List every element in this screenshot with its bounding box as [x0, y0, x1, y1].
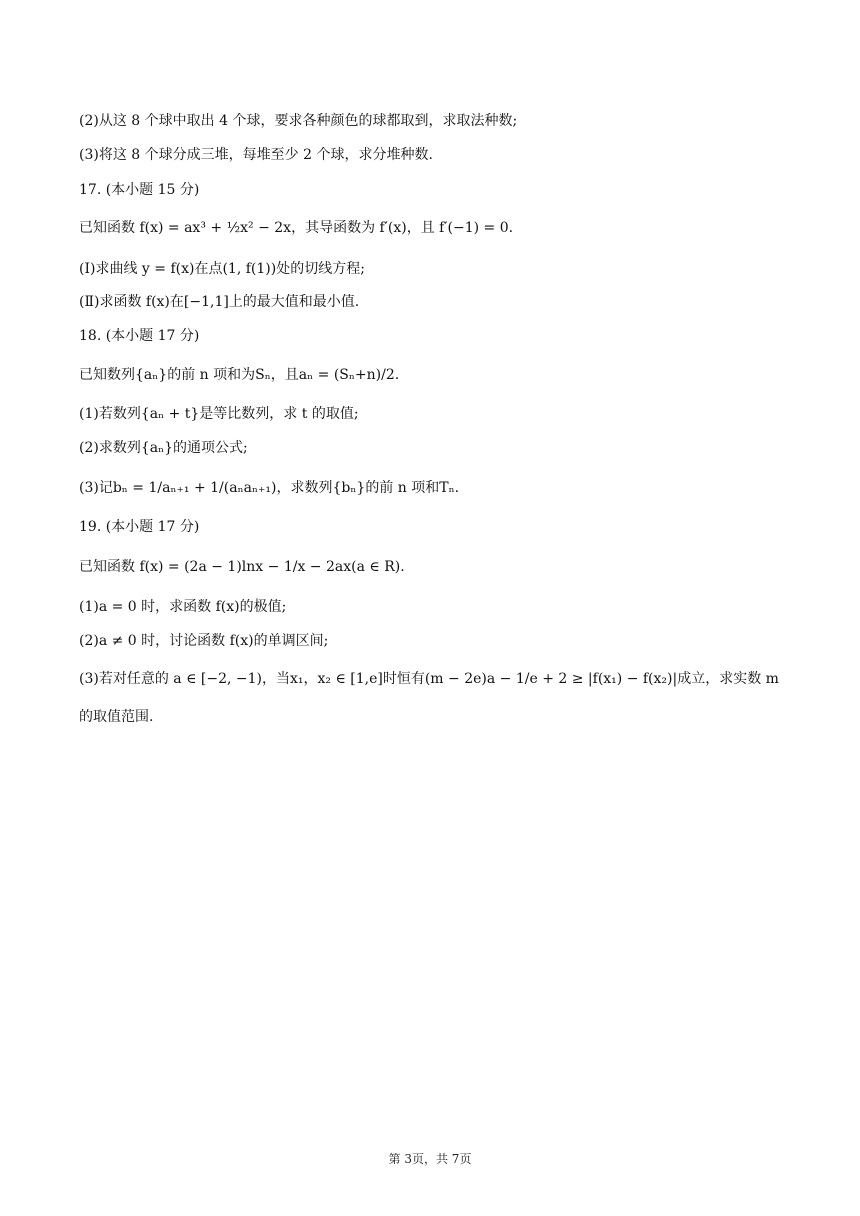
q16-part2: (2)从这 8 个球中取出 4 个球，要求各种颜色的球都取到，求取法种数; [79, 113, 518, 129]
q18-heading: 18. (本小题 17 分) [79, 328, 200, 344]
q18-stem: 已知数列{aₙ}的前 n 项和为Sₙ，且aₙ = (Sₙ+n)/2. [79, 367, 400, 383]
q17-stem: 已知函数 f(x) = ax³ + ½x² − 2x，其导函数为 f′(x)，且 f′(−1) = 0. [79, 220, 514, 236]
page-footer: 第 3页，共 7页 [388, 1152, 472, 1166]
q19-heading: 19. (本小题 17 分) [79, 519, 200, 535]
q17-heading: 17. (本小题 15 分) [79, 182, 200, 198]
q19-part3: (3)若对任意的 a ∈ [−2, −1)，当x₁，x₂ ∈ [1,e]时恒有(m − 2e)a − 1/e + 2 ≥ |f(x₁) − f(x₂)|成立，求实数 m 的取值范围. [79, 671, 779, 725]
q18-part2: (2)求数列{aₙ}的通项公式; [79, 440, 248, 456]
q18-part1: (1)若数列{aₙ + t}是等比数列，求 t 的取值; [79, 406, 359, 422]
q16-part3: (3)将这 8 个球分成三堆，每堆至少 2 个球，求分堆种数. [79, 147, 433, 163]
q18-part3: (3)记bₙ = 1/aₙ₊₁ + 1/(aₙaₙ₊₁)，求数列{bₙ}的前 n 项和Tₙ. [79, 480, 460, 496]
q19-part2: (2)a ≠ 0 时，讨论函数 f(x)的单调区间; [79, 633, 329, 649]
q19-part1: (1)a = 0 时，求函数 f(x)的极值; [79, 599, 287, 615]
q17-part1: (Ⅰ)求曲线 y = f(x)在点(1, f(1))处的切线方程; [79, 261, 365, 277]
q19-stem: 已知函数 f(x) = (2a − 1)lnx − 1/x − 2ax(a ∈ R). [79, 559, 405, 575]
q17-part2: (Ⅱ)求函数 f(x)在[−1,1]上的最大值和最小值. [79, 294, 360, 310]
